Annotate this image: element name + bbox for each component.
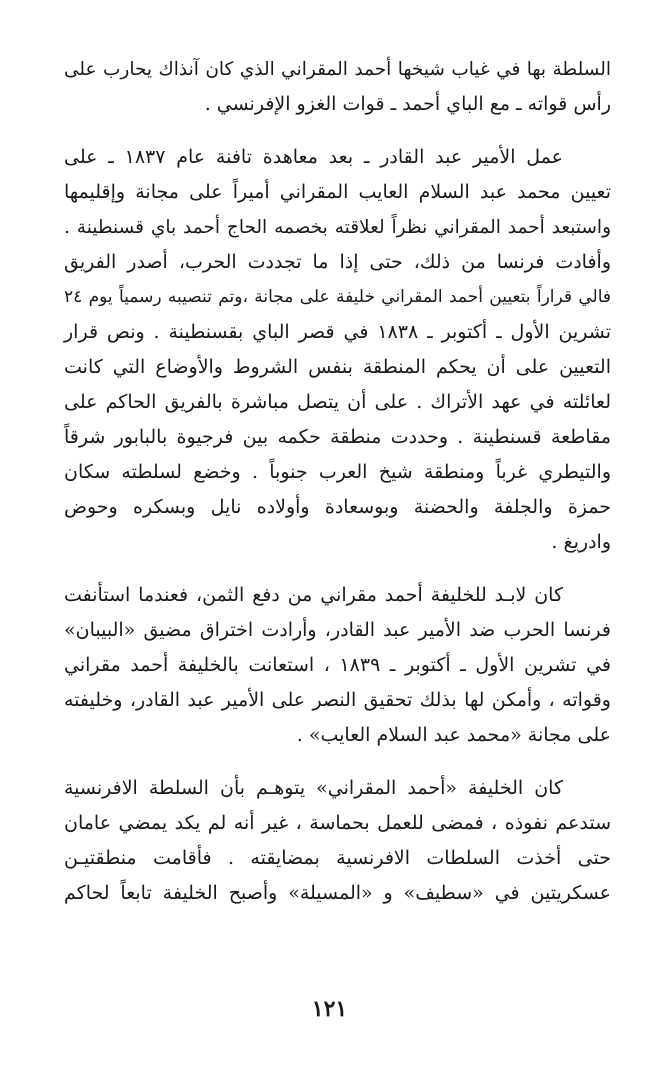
text-line: لعائلته في عهد الأتراك . على أن يتصل مباشرة بالفريق الحاكم على bbox=[64, 391, 611, 413]
text-line: حتى أخذت السلطات الافرنسية بمضايقته . فأقامت منطقتيـن bbox=[64, 847, 611, 869]
text-line: واستبعد أحمد المقراني نظراً لعلاقته بخصمه الحاج أحمد باي قسنطينة . bbox=[64, 217, 611, 238]
text-line: على مجانة «محمد عبد السلام العايب» . bbox=[296, 724, 611, 746]
text-line: والتيطري غرباً ومنطقة شيخ العرب جنوباً . وخضع لسلطته سكان bbox=[64, 461, 611, 483]
paragraph-2 bbox=[64, 140, 611, 560]
paragraph-3 bbox=[64, 578, 611, 753]
paragraph-1 bbox=[64, 52, 611, 122]
text-line: رأس قواته ـ مع الباي أحمد ـ قوات الغزو الإفرنسي . bbox=[204, 93, 611, 115]
text-line: تعيين محمد عبد السلام العايب المقراني أميراً على مجانة وإقليمها bbox=[64, 181, 611, 203]
paragraph-spacer bbox=[64, 560, 611, 578]
text-line: فالي قراراً بتعيين أحمد المقراني خليفة على مجانة ،وتم تنصيبه رسمياً يوم ٢٤ bbox=[64, 287, 611, 307]
text-line: كان لابـد للخليفة أحمد مقراني من دفع الثمن، فعندما استأنفت bbox=[64, 584, 563, 606]
text-line: وقواته ، وأمكن لها بذلك تحقيق النصر على الأمير عبد القادر، وخليفته bbox=[64, 689, 611, 711]
text-line: حمزة والجلفة والحضنة وبوسعادة وأولاده نايل وبسكره وحوض bbox=[64, 496, 611, 518]
text-line: كان الخليفة «أحمد المقراني» يتوهـم بأن السلطة الافرنسية bbox=[64, 777, 563, 799]
text-line: تشرين الأول ـ أكتوبر ـ ١٨٣٨ في قصر الباي بقسنطينة . ونص قرار bbox=[64, 321, 612, 343]
text-line: وأفادت فرنسا من ذلك، حتى إذا ما تجددت الحرب، أصدر الفريق bbox=[64, 251, 611, 273]
paragraph-spacer bbox=[64, 753, 611, 771]
text-line: وادريغ . bbox=[551, 531, 611, 553]
text-line: السلطة بها في غياب شيخها أحمد المقراني الذي كان آنذاك يحارب على bbox=[64, 59, 611, 80]
text-line: في تشرين الأول ـ أكتوبر ـ ١٨٣٩ ، استعانت بالخليفة أحمد مقراني bbox=[64, 654, 611, 676]
page-number: ١٢١ bbox=[311, 996, 348, 1022]
text-line: عمل الأمير عبد القادر ـ بعد معاهدة تافنة عام ١٨٣٧ ـ على bbox=[64, 146, 564, 168]
paragraph-4 bbox=[64, 771, 611, 911]
paragraph-spacer bbox=[64, 122, 611, 140]
text-line: مقاطعة قسنطينة . وحددت منطقة حكمه بين فرجيوة بالبابور شرقاً bbox=[64, 426, 611, 448]
text-line: التعيين على أن يحكم المنطقة بنفس الشروط والأوضاع التي كانت bbox=[64, 356, 611, 378]
text-line: ستدعم نفوذه ، فمضى للعمل بحماسة ، غير أنه لم يكد يمضي عامان bbox=[64, 812, 611, 834]
page-body bbox=[64, 52, 611, 911]
text-line: فرنسا الحرب ضد الأمير عبد القادر، وأرادت اختراق مضيق «البيبان» bbox=[64, 619, 611, 641]
text-line: عسكريتين في «سطيف» و «المسيلة» وأصبح الخليفة تابعاً لحاكم bbox=[64, 882, 611, 904]
